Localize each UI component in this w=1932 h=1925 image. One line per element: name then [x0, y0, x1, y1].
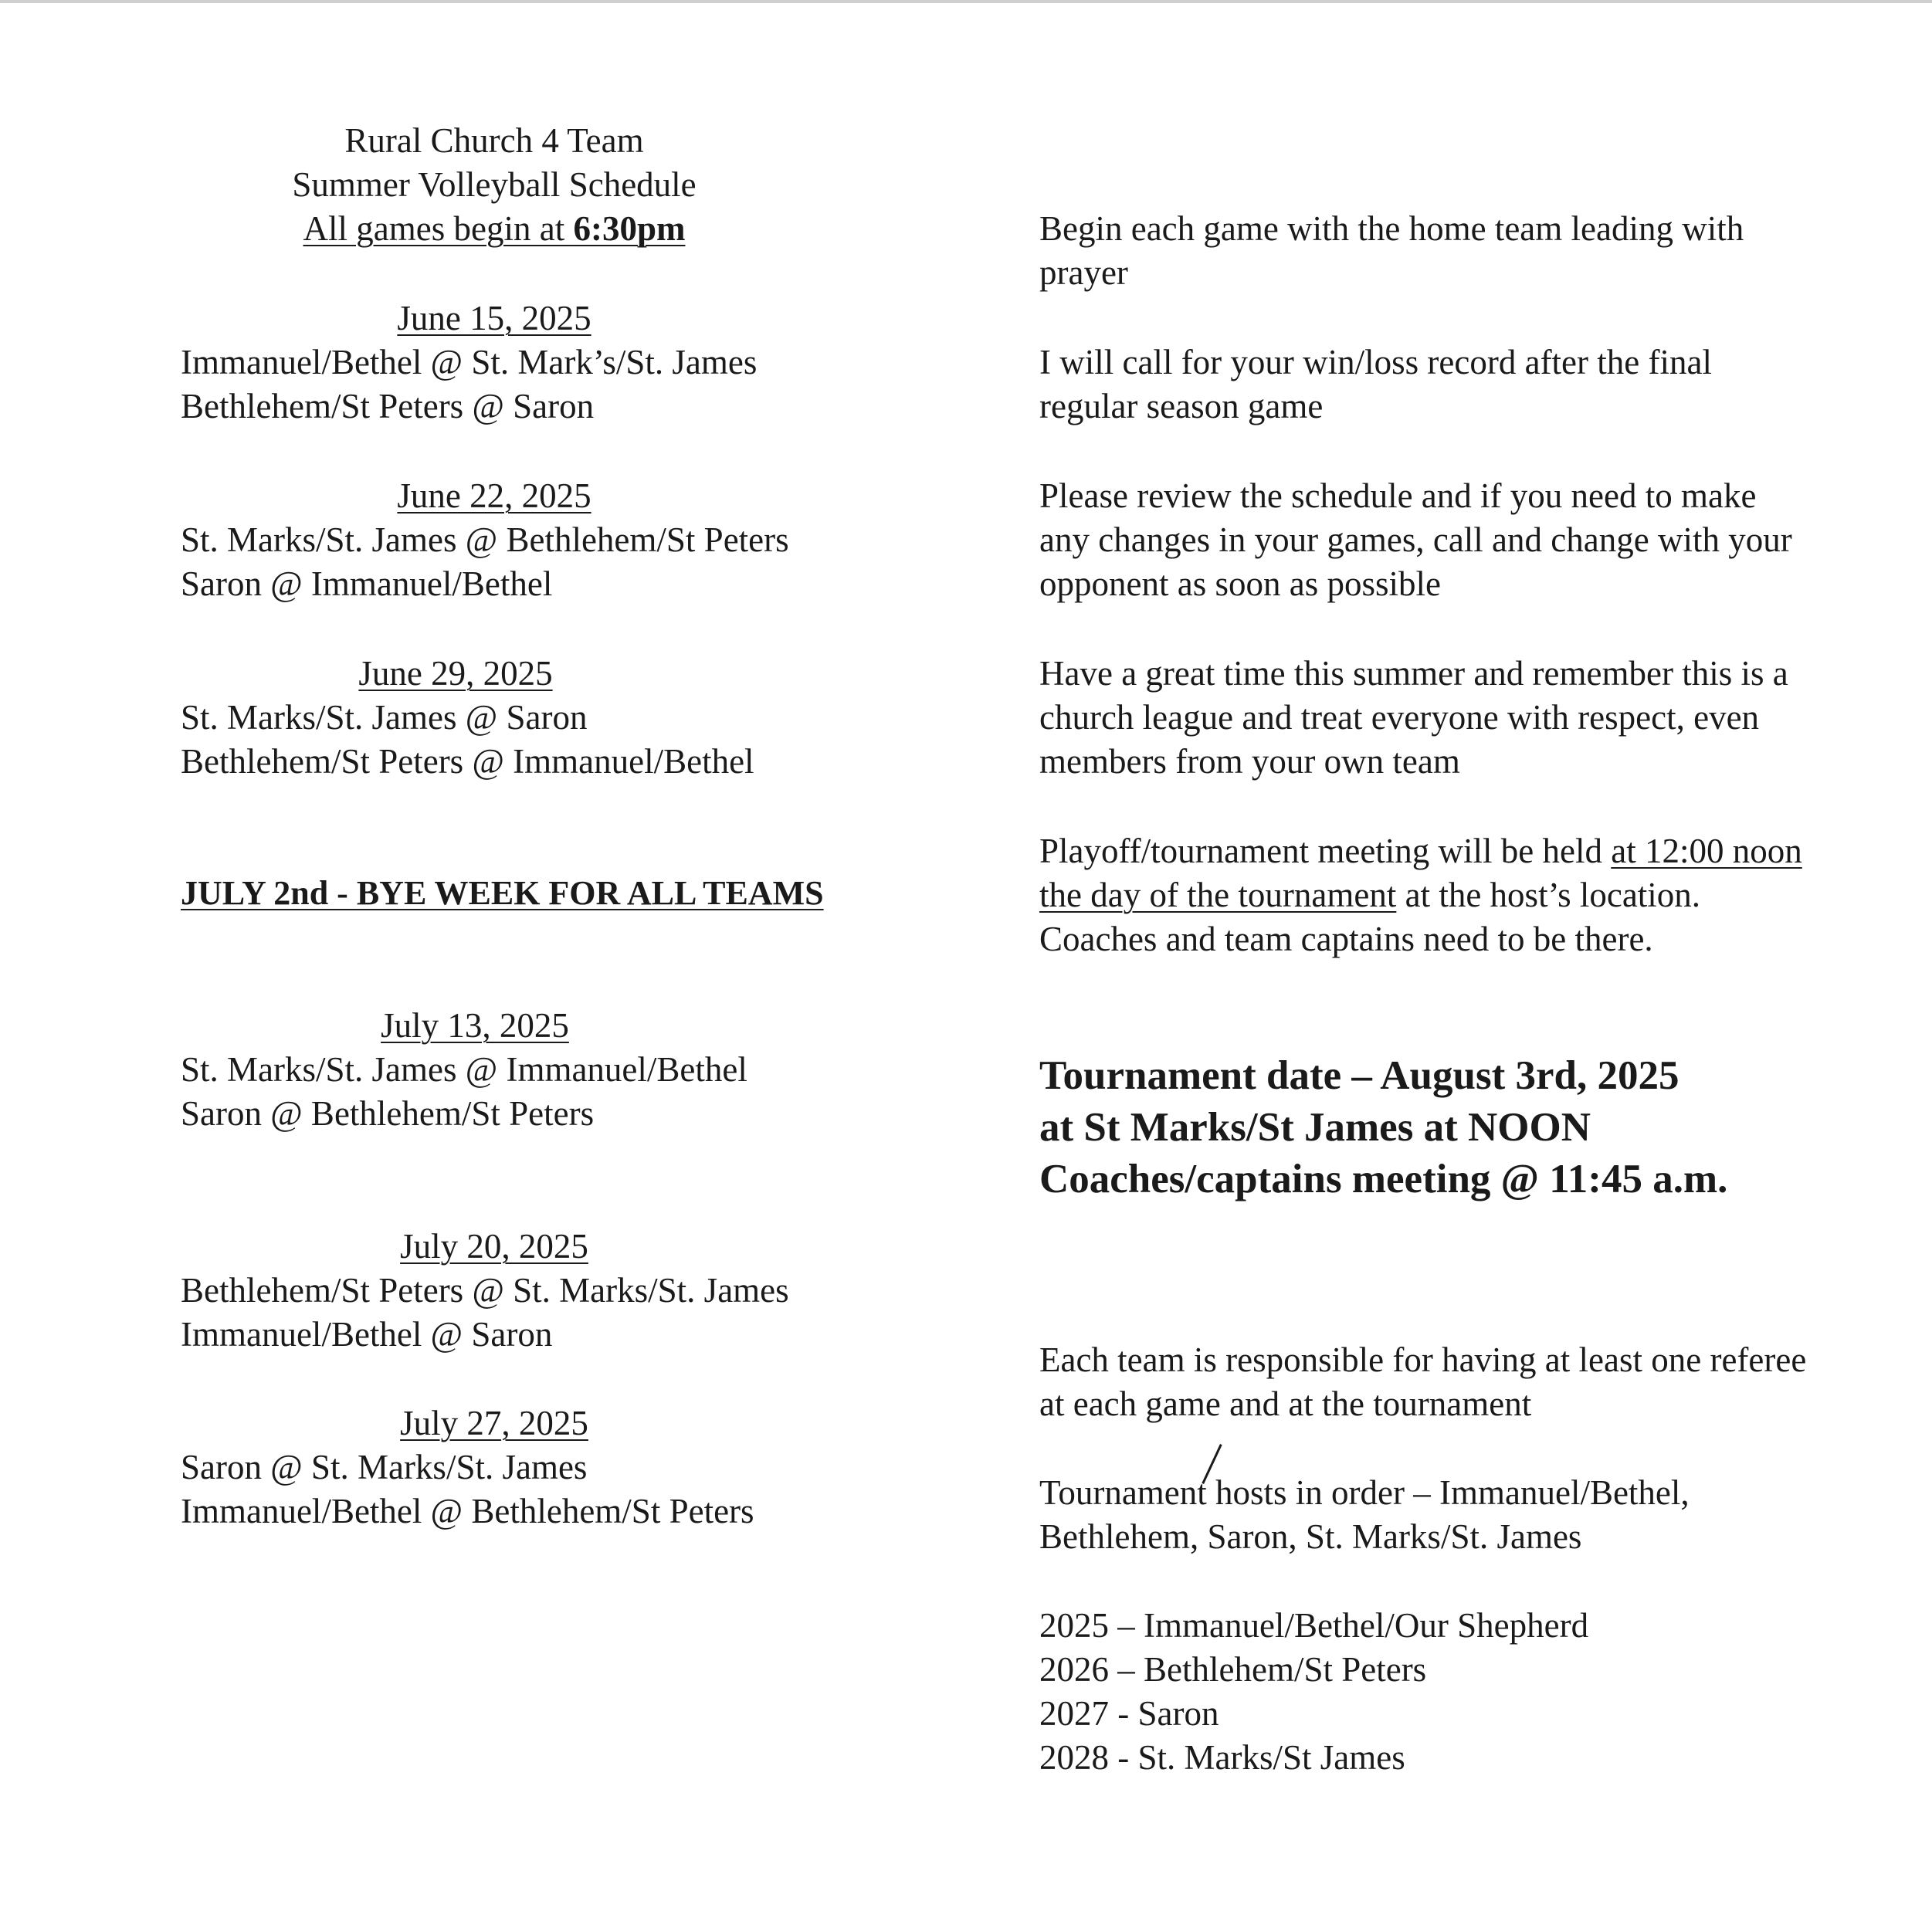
- note-review: opponent as soon as possible: [1039, 564, 1441, 603]
- game-date: [263, 1401, 726, 1445]
- note-respect: church league and treat everyone with respect, even: [1039, 698, 1760, 737]
- header-line-1: Rural Church 4 Team: [344, 121, 644, 160]
- game-date-text: June 22, 2025: [397, 476, 591, 515]
- start-time-note: [303, 209, 686, 248]
- game-date: [263, 474, 726, 518]
- game-date-text: July 27, 2025: [400, 1404, 588, 1442]
- tournament-captains-meeting: Coaches/captains meeting @ 11:45 a.m.: [1039, 1157, 1728, 1201]
- game-date: [243, 1004, 707, 1048]
- note-meeting: [1039, 829, 1802, 873]
- game-date-text: June 29, 2025: [358, 654, 553, 693]
- matchup: Immanuel/Bethel @ St. Mark’s/St. James: [181, 343, 758, 381]
- host-year: 2027 - Saron: [1039, 1694, 1219, 1733]
- matchup: Bethlehem/St Peters @ St. Marks/St. James: [181, 1271, 789, 1310]
- tournament-date: Tournament date – August 3rd, 2025: [1039, 1053, 1679, 1098]
- host-year: 2028 - St. Marks/St James: [1039, 1738, 1405, 1777]
- note-referee: Each team is responsible for having at least one referee: [1039, 1340, 1807, 1379]
- note-referee: at each game and at the tournament: [1039, 1384, 1532, 1423]
- matchup: Bethlehem/St Peters @ Immanuel/Bethel: [181, 742, 754, 781]
- note-review: Please review the schedule and if you need to make: [1039, 476, 1757, 515]
- matchup: St. Marks/St. James @ Saron: [181, 698, 588, 737]
- header-line-3: [185, 207, 803, 251]
- tournament-location: at St Marks/St James at NOON: [1039, 1105, 1591, 1150]
- matchup: Bethlehem/St Peters @ Saron: [181, 387, 595, 425]
- matchup: St. Marks/St. James @ Bethlehem/St Peters: [181, 520, 789, 559]
- note-prayer: Begin each game with the home team leading with: [1039, 209, 1744, 248]
- game-date-text: July 13, 2025: [381, 1006, 569, 1045]
- game-date: [263, 1225, 726, 1269]
- note-review: any changes in your games, call and change with your: [1039, 520, 1792, 559]
- matchup: Immanuel/Bethel @ Saron: [181, 1315, 553, 1354]
- matchup: Saron @ St. Marks/St. James: [181, 1448, 588, 1486]
- matchup: Immanuel/Bethel @ Bethlehem/St Peters: [181, 1492, 754, 1530]
- note-record: I will call for your win/loss record after the final: [1039, 343, 1712, 381]
- game-date: [224, 652, 687, 696]
- start-time-prefix: All games begin at: [303, 209, 574, 248]
- meeting-time: at 12:00 noon: [1611, 832, 1802, 870]
- scan-top-edge: [0, 0, 1932, 3]
- meeting-text: Playoff/tournament meeting will be held: [1039, 832, 1612, 870]
- note-hosts: Bethlehem, Saron, St. Marks/St. James: [1039, 1517, 1582, 1556]
- note-prayer: prayer: [1039, 253, 1128, 292]
- header-line-2: Summer Volleyball Schedule: [292, 165, 697, 204]
- note-record: regular season game: [1039, 387, 1324, 425]
- matchup: Saron @ Immanuel/Bethel: [181, 564, 553, 603]
- bye-week-notice: JULY 2nd - BYE WEEK FOR ALL TEAMS: [181, 874, 824, 912]
- game-date-text: July 20, 2025: [400, 1227, 588, 1266]
- note-hosts: Tournament hosts in order – Immanuel/Bethel,: [1039, 1473, 1690, 1512]
- meeting-day: the day of the tournament: [1039, 876, 1397, 914]
- meeting-location: at the host’s location.: [1396, 876, 1701, 914]
- matchup: Saron @ Bethlehem/St Peters: [181, 1094, 595, 1133]
- note-respect: Have a great time this summer and remember this is a: [1039, 654, 1788, 693]
- note-meeting: Coaches and team captains need to be there.: [1039, 920, 1653, 958]
- host-year: 2026 – Bethlehem/St Peters: [1039, 1650, 1427, 1689]
- game-date-text: June 15, 2025: [397, 299, 591, 337]
- note-meeting: [1039, 873, 1700, 917]
- game-date: [263, 297, 726, 341]
- start-time: 6:30pm: [573, 209, 686, 248]
- note-respect: members from your own team: [1039, 742, 1460, 781]
- host-year: 2025 – Immanuel/Bethel/Our Shepherd: [1039, 1606, 1589, 1645]
- matchup: St. Marks/St. James @ Immanuel/Bethel: [181, 1050, 747, 1089]
